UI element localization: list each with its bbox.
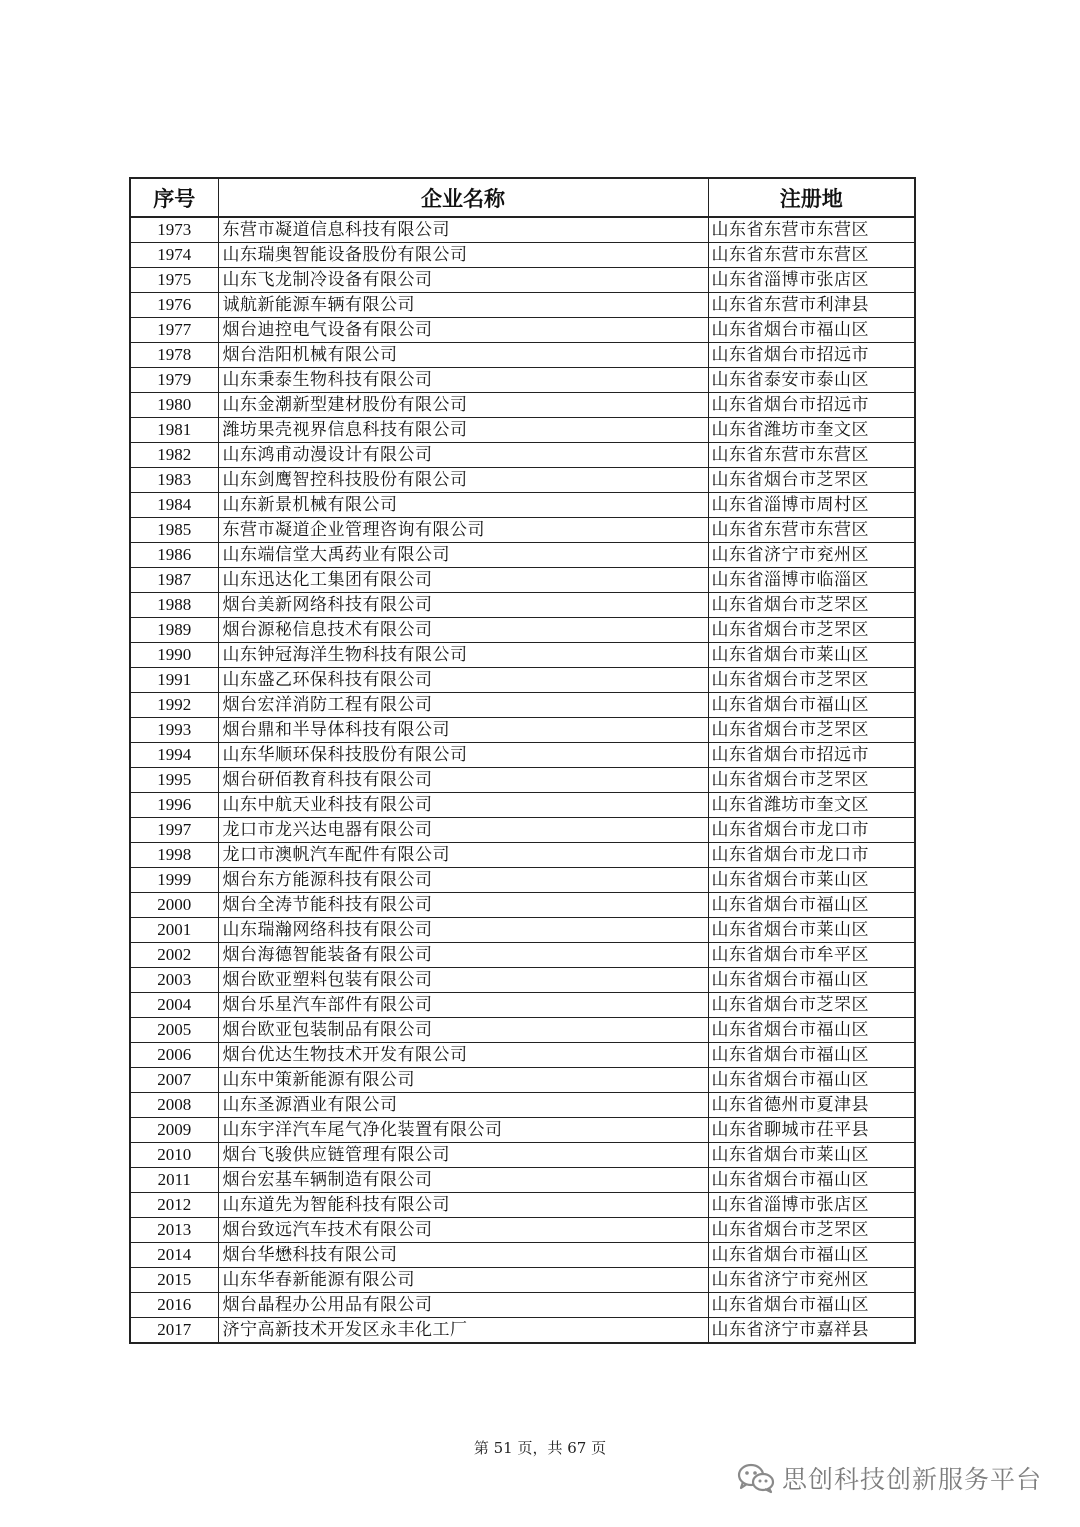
cell-company-name: 东营市凝道信息科技有限公司 <box>218 217 708 243</box>
cell-location: 山东省烟台市芝罘区 <box>708 618 915 643</box>
cell-location: 山东省烟台市福山区 <box>708 1018 915 1043</box>
table-row <box>130 943 915 968</box>
cell-location: 山东省济宁市兖州区 <box>708 1268 915 1293</box>
cell-company-name: 山东瑞瀚网络科技有限公司 <box>218 918 708 943</box>
cell-location: 山东省潍坊市奎文区 <box>708 793 915 818</box>
cell-company-name: 潍坊果壳视界信息科技有限公司 <box>218 418 708 443</box>
table-row <box>130 418 915 443</box>
cell-location: 山东省烟台市牟平区 <box>708 943 915 968</box>
table-row <box>130 993 915 1018</box>
table-row <box>130 768 915 793</box>
cell-location: 山东省烟台市福山区 <box>708 893 915 918</box>
cell-location: 山东省泰安市泰山区 <box>708 368 915 393</box>
cell-no: 2003 <box>130 968 218 993</box>
cell-company-name: 山东中策新能源有限公司 <box>218 1068 708 1093</box>
cell-no: 1988 <box>130 593 218 618</box>
table-row <box>130 693 915 718</box>
table-row <box>130 1193 915 1218</box>
cell-no: 2016 <box>130 1293 218 1318</box>
table-row <box>130 343 915 368</box>
table-header-row <box>130 178 915 217</box>
cell-no: 2010 <box>130 1143 218 1168</box>
cell-no: 1999 <box>130 868 218 893</box>
table-row <box>130 593 915 618</box>
cell-no: 1987 <box>130 568 218 593</box>
cell-company-name: 烟台东方能源科技有限公司 <box>218 868 708 893</box>
cell-no: 2001 <box>130 918 218 943</box>
table-row <box>130 293 915 318</box>
watermark <box>736 1461 1042 1495</box>
company-table <box>129 177 916 1344</box>
cell-no: 2012 <box>130 1193 218 1218</box>
cell-company-name: 烟台全涛节能科技有限公司 <box>218 893 708 918</box>
cell-no: 1997 <box>130 818 218 843</box>
table-row <box>130 1143 915 1168</box>
table-row <box>130 618 915 643</box>
cell-company-name: 烟台晶程办公用品有限公司 <box>218 1293 708 1318</box>
cell-no: 1986 <box>130 543 218 568</box>
cell-no: 1975 <box>130 268 218 293</box>
cell-no: 1977 <box>130 318 218 343</box>
table-row <box>130 843 915 868</box>
cell-location: 山东省烟台市福山区 <box>708 968 915 993</box>
table-row <box>130 518 915 543</box>
cell-no: 1985 <box>130 518 218 543</box>
cell-company-name: 山东秉泰生物科技有限公司 <box>218 368 708 393</box>
page-number: 第 51 页，共 67 页 <box>473 1439 607 1457</box>
table-row <box>130 893 915 918</box>
cell-location: 山东省淄博市张店区 <box>708 1193 915 1218</box>
cell-no: 1979 <box>130 368 218 393</box>
header-no: 序号 <box>130 178 218 217</box>
cell-company-name: 烟台美新网络科技有限公司 <box>218 593 708 618</box>
cell-company-name: 山东迅达化工集团有限公司 <box>218 568 708 593</box>
cell-location: 山东省烟台市芝罘区 <box>708 993 915 1018</box>
cell-no: 1978 <box>130 343 218 368</box>
cell-no: 2007 <box>130 1068 218 1093</box>
cell-location: 山东省烟台市莱山区 <box>708 868 915 893</box>
cell-company-name: 烟台宏基车辆制造有限公司 <box>218 1168 708 1193</box>
table-row <box>130 643 915 668</box>
cell-location: 山东省烟台市芝罘区 <box>708 768 915 793</box>
cell-no: 2000 <box>130 893 218 918</box>
cell-location: 山东省烟台市福山区 <box>708 1293 915 1318</box>
cell-no: 2006 <box>130 1043 218 1068</box>
cell-company-name: 烟台华懋科技有限公司 <box>218 1243 708 1268</box>
cell-location: 山东省烟台市莱山区 <box>708 1143 915 1168</box>
table-row <box>130 493 915 518</box>
cell-company-name: 山东钟冠海洋生物科技有限公司 <box>218 643 708 668</box>
cell-no: 1998 <box>130 843 218 868</box>
cell-location: 山东省淄博市张店区 <box>708 268 915 293</box>
table-row <box>130 1268 915 1293</box>
cell-location: 山东省烟台市芝罘区 <box>708 1218 915 1243</box>
cell-company-name: 山东华顺环保科技股份有限公司 <box>218 743 708 768</box>
table-row <box>130 1293 915 1318</box>
table-row <box>130 668 915 693</box>
cell-no: 2004 <box>130 993 218 1018</box>
cell-location: 山东省东营市东营区 <box>708 443 915 468</box>
cell-location: 山东省烟台市福山区 <box>708 693 915 718</box>
cell-company-name: 山东中航天业科技有限公司 <box>218 793 708 818</box>
cell-company-name: 龙口市龙兴达电器有限公司 <box>218 818 708 843</box>
cell-company-name: 烟台鼎和半导体科技有限公司 <box>218 718 708 743</box>
cell-location: 山东省烟台市福山区 <box>708 1168 915 1193</box>
cell-company-name: 诚航新能源车辆有限公司 <box>218 293 708 318</box>
table-row <box>130 743 915 768</box>
table-body <box>130 217 915 1343</box>
table-row <box>130 318 915 343</box>
cell-no: 2013 <box>130 1218 218 1243</box>
cell-no: 1976 <box>130 293 218 318</box>
cell-location: 山东省聊城市茌平县 <box>708 1118 915 1143</box>
cell-company-name: 山东圣源酒业有限公司 <box>218 1093 708 1118</box>
cell-location: 山东省烟台市招远市 <box>708 393 915 418</box>
table-row <box>130 393 915 418</box>
header-location: 注册地 <box>708 178 915 217</box>
cell-location: 山东省烟台市芝罘区 <box>708 668 915 693</box>
cell-location: 山东省烟台市福山区 <box>708 1243 915 1268</box>
cell-no: 2015 <box>130 1268 218 1293</box>
cell-company-name: 烟台海德智能装备有限公司 <box>218 943 708 968</box>
cell-no: 1995 <box>130 768 218 793</box>
cell-no: 2017 <box>130 1318 218 1344</box>
table-row <box>130 868 915 893</box>
cell-company-name: 山东新景机械有限公司 <box>218 493 708 518</box>
cell-no: 2014 <box>130 1243 218 1268</box>
cell-no: 1981 <box>130 418 218 443</box>
table-row <box>130 1118 915 1143</box>
cell-company-name: 济宁高新技术开发区永丰化工厂 <box>218 1318 708 1344</box>
table-row <box>130 1043 915 1068</box>
cell-company-name: 山东剑鹰智控科技股份有限公司 <box>218 468 708 493</box>
cell-no: 2008 <box>130 1093 218 1118</box>
cell-location: 山东省德州市夏津县 <box>708 1093 915 1118</box>
cell-no: 2002 <box>130 943 218 968</box>
cell-location: 山东省烟台市龙口市 <box>708 843 915 868</box>
cell-no: 2005 <box>130 1018 218 1043</box>
cell-location: 山东省济宁市兖州区 <box>708 543 915 568</box>
cell-company-name: 山东金潮新型建材股份有限公司 <box>218 393 708 418</box>
table-row <box>130 718 915 743</box>
cell-company-name: 烟台飞骏供应链管理有限公司 <box>218 1143 708 1168</box>
table-row <box>130 793 915 818</box>
table-row <box>130 368 915 393</box>
cell-no: 1980 <box>130 393 218 418</box>
table-row <box>130 268 915 293</box>
cell-location: 山东省东营市利津县 <box>708 293 915 318</box>
table-row <box>130 217 915 243</box>
cell-no: 1992 <box>130 693 218 718</box>
table-row <box>130 1243 915 1268</box>
cell-location: 山东省烟台市龙口市 <box>708 818 915 843</box>
cell-company-name: 烟台宏洋消防工程有限公司 <box>218 693 708 718</box>
cell-no: 2009 <box>130 1118 218 1143</box>
cell-no: 1983 <box>130 468 218 493</box>
table-row <box>130 468 915 493</box>
cell-company-name: 山东端信堂大禹药业有限公司 <box>218 543 708 568</box>
cell-company-name: 烟台浩阳机械有限公司 <box>218 343 708 368</box>
cell-location: 山东省烟台市招远市 <box>708 343 915 368</box>
header-name: 企业名称 <box>218 178 708 217</box>
cell-location: 山东省东营市东营区 <box>708 518 915 543</box>
cell-no: 1996 <box>130 793 218 818</box>
table-row <box>130 968 915 993</box>
cell-no: 1990 <box>130 643 218 668</box>
table-row <box>130 568 915 593</box>
cell-location: 山东省烟台市福山区 <box>708 318 915 343</box>
cell-company-name: 烟台乐星汽车部件有限公司 <box>218 993 708 1018</box>
table-row <box>130 818 915 843</box>
cell-company-name: 山东道先为智能科技有限公司 <box>218 1193 708 1218</box>
cell-no: 1989 <box>130 618 218 643</box>
cell-company-name: 烟台研佰教育科技有限公司 <box>218 768 708 793</box>
cell-location: 山东省烟台市福山区 <box>708 1043 915 1068</box>
watermark-text: 思创科技创新服务平台 <box>782 1465 1043 1494</box>
cell-no: 1982 <box>130 443 218 468</box>
cell-location: 山东省烟台市莱山区 <box>708 643 915 668</box>
table-row <box>130 1093 915 1118</box>
cell-company-name: 烟台欧亚塑料包装有限公司 <box>218 968 708 993</box>
cell-location: 山东省淄博市周村区 <box>708 493 915 518</box>
table-row <box>130 1168 915 1193</box>
cell-company-name: 山东飞龙制冷设备有限公司 <box>218 268 708 293</box>
cell-no: 1993 <box>130 718 218 743</box>
cell-company-name: 东营市凝道企业管理咨询有限公司 <box>218 518 708 543</box>
cell-company-name: 龙口市澳帆汽车配件有限公司 <box>218 843 708 868</box>
cell-company-name: 烟台致远汽车技术有限公司 <box>218 1218 708 1243</box>
cell-location: 山东省烟台市芝罘区 <box>708 718 915 743</box>
cell-company-name: 山东瑞奥智能设备股份有限公司 <box>218 243 708 268</box>
table-row <box>130 243 915 268</box>
cell-location: 山东省淄博市临淄区 <box>708 568 915 593</box>
cell-company-name: 山东宇洋汽车尾气净化装置有限公司 <box>218 1118 708 1143</box>
cell-location: 山东省烟台市芝罘区 <box>708 593 915 618</box>
cell-company-name: 山东华春新能源有限公司 <box>218 1268 708 1293</box>
cell-location: 山东省潍坊市奎文区 <box>708 418 915 443</box>
table-row <box>130 443 915 468</box>
cell-location: 山东省东营市东营区 <box>708 243 915 268</box>
cell-location: 山东省烟台市招远市 <box>708 743 915 768</box>
table-row <box>130 1068 915 1093</box>
cell-no: 2011 <box>130 1168 218 1193</box>
cell-location: 山东省烟台市莱山区 <box>708 918 915 943</box>
cell-company-name: 烟台欧亚包装制品有限公司 <box>218 1018 708 1043</box>
cell-location: 山东省烟台市福山区 <box>708 1068 915 1093</box>
wechat-icon <box>736 1462 776 1494</box>
table-row <box>130 918 915 943</box>
table-row <box>130 1318 915 1344</box>
cell-no: 1974 <box>130 243 218 268</box>
cell-company-name: 烟台源秘信息技术有限公司 <box>218 618 708 643</box>
cell-location: 山东省济宁市嘉祥县 <box>708 1318 915 1344</box>
cell-company-name: 山东鸿甫动漫设计有限公司 <box>218 443 708 468</box>
cell-company-name: 烟台迪控电气设备有限公司 <box>218 318 708 343</box>
table-row <box>130 543 915 568</box>
cell-company-name: 山东盛乙环保科技有限公司 <box>218 668 708 693</box>
cell-no: 1973 <box>130 217 218 243</box>
cell-location: 山东省东营市东营区 <box>708 217 915 243</box>
cell-location: 山东省烟台市芝罘区 <box>708 468 915 493</box>
cell-no: 1991 <box>130 668 218 693</box>
cell-no: 1984 <box>130 493 218 518</box>
table-row <box>130 1018 915 1043</box>
cell-company-name: 烟台优达生物技术开发有限公司 <box>218 1043 708 1068</box>
cell-no: 1994 <box>130 743 218 768</box>
table-row <box>130 1218 915 1243</box>
